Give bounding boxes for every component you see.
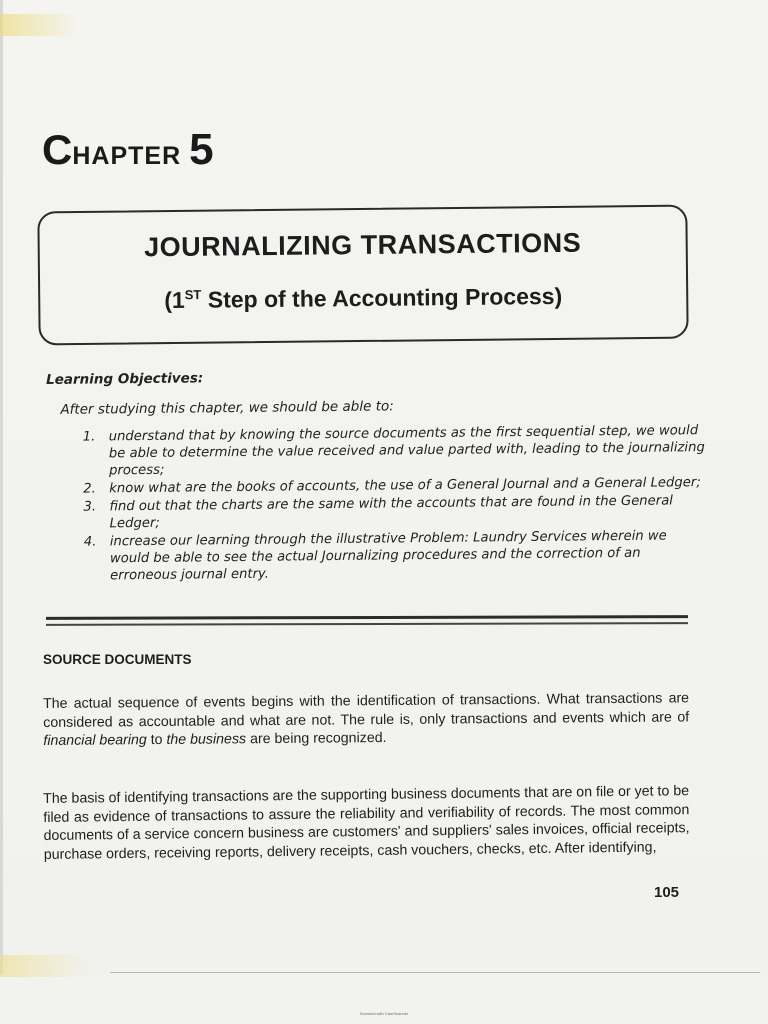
objectives-list [47,422,709,585]
p1-text-c: are being recognized. [246,730,387,748]
objectives-intro: After studying this chapter, we should be able to: [60,398,394,418]
objective-text: know what are the books of accounts, the use of a General Journal and a General Ledger; [109,475,701,497]
section-heading: SOURCE DOCUMENTS [43,652,192,667]
objective-item [84,527,708,585]
subtitle-superscript: ST [184,287,202,303]
highlight-mark-top [0,14,80,36]
objective-text: find out that the charts are the same with the accounts that are found in the General Ledger; [109,493,673,532]
chapter-number: 5 [189,125,214,174]
objective-number: 4. [83,534,97,550]
highlight-mark-bottom [0,955,90,977]
divider-rule-thin [46,622,688,625]
objective-item [83,422,707,480]
objective-number: 3. [83,499,97,515]
scanner-watermark: Scanned with CamScanner [359,1011,409,1016]
p1-text-a: The actual sequence of events begins with the identification of transactions. What transactions are considered as accountable and what are not. The rule is, only transactions and events which are of [43,690,690,731]
learning-objectives [46,365,708,586]
chapter-subtitle [40,282,686,316]
chapter-title: JOURNALIZING TRANSACTIONS [144,227,582,263]
chapter-heading [42,125,214,174]
p1-emphasis: financial bearing [43,732,147,750]
paper-bottom-edge [110,972,760,973]
divider-rule-thick [46,615,688,619]
objective-text: increase our learning through the illustrative Problem: Laundry Services wherein we would be able to see the actual Journalizing procedures and the correction of an erroneous journal entry. [109,528,667,584]
objective-item [83,492,707,533]
paper-edge [0,0,3,975]
page-number: 105 [654,884,680,901]
paragraph-2: The basis of identifying transactions are the supporting business documents that are on file or yet to be filed as evidence of transactions to assure the reliability and verifiability of records. The most common documents of a service concern business are customers' and suppliers' sales invoices, official receipts, purchase orders, receiving reports, delivery receipts, cash vouchers, checks, etc. After identifying, [43,783,690,863]
title-box [37,205,688,346]
objectives-heading: Learning Objectives: [46,370,204,388]
chapter-label-initial: C [42,126,73,173]
objective-number: 1. [82,429,96,445]
subtitle-rest: Step of the Accounting Process) [201,282,563,313]
subtitle-open: (1 [164,286,185,314]
chapter-label-rest: HAPTER [72,142,182,170]
paragraph-1 [43,690,689,751]
p1-emphasis-2: the business [166,731,247,749]
objective-number: 2. [83,481,96,497]
p1-text-b: to [146,732,167,749]
objective-text: understand that by knowing the source documents as the first sequential step, we would be able to determine the value received and value parted with, leading to the journalizing process; [108,423,705,479]
